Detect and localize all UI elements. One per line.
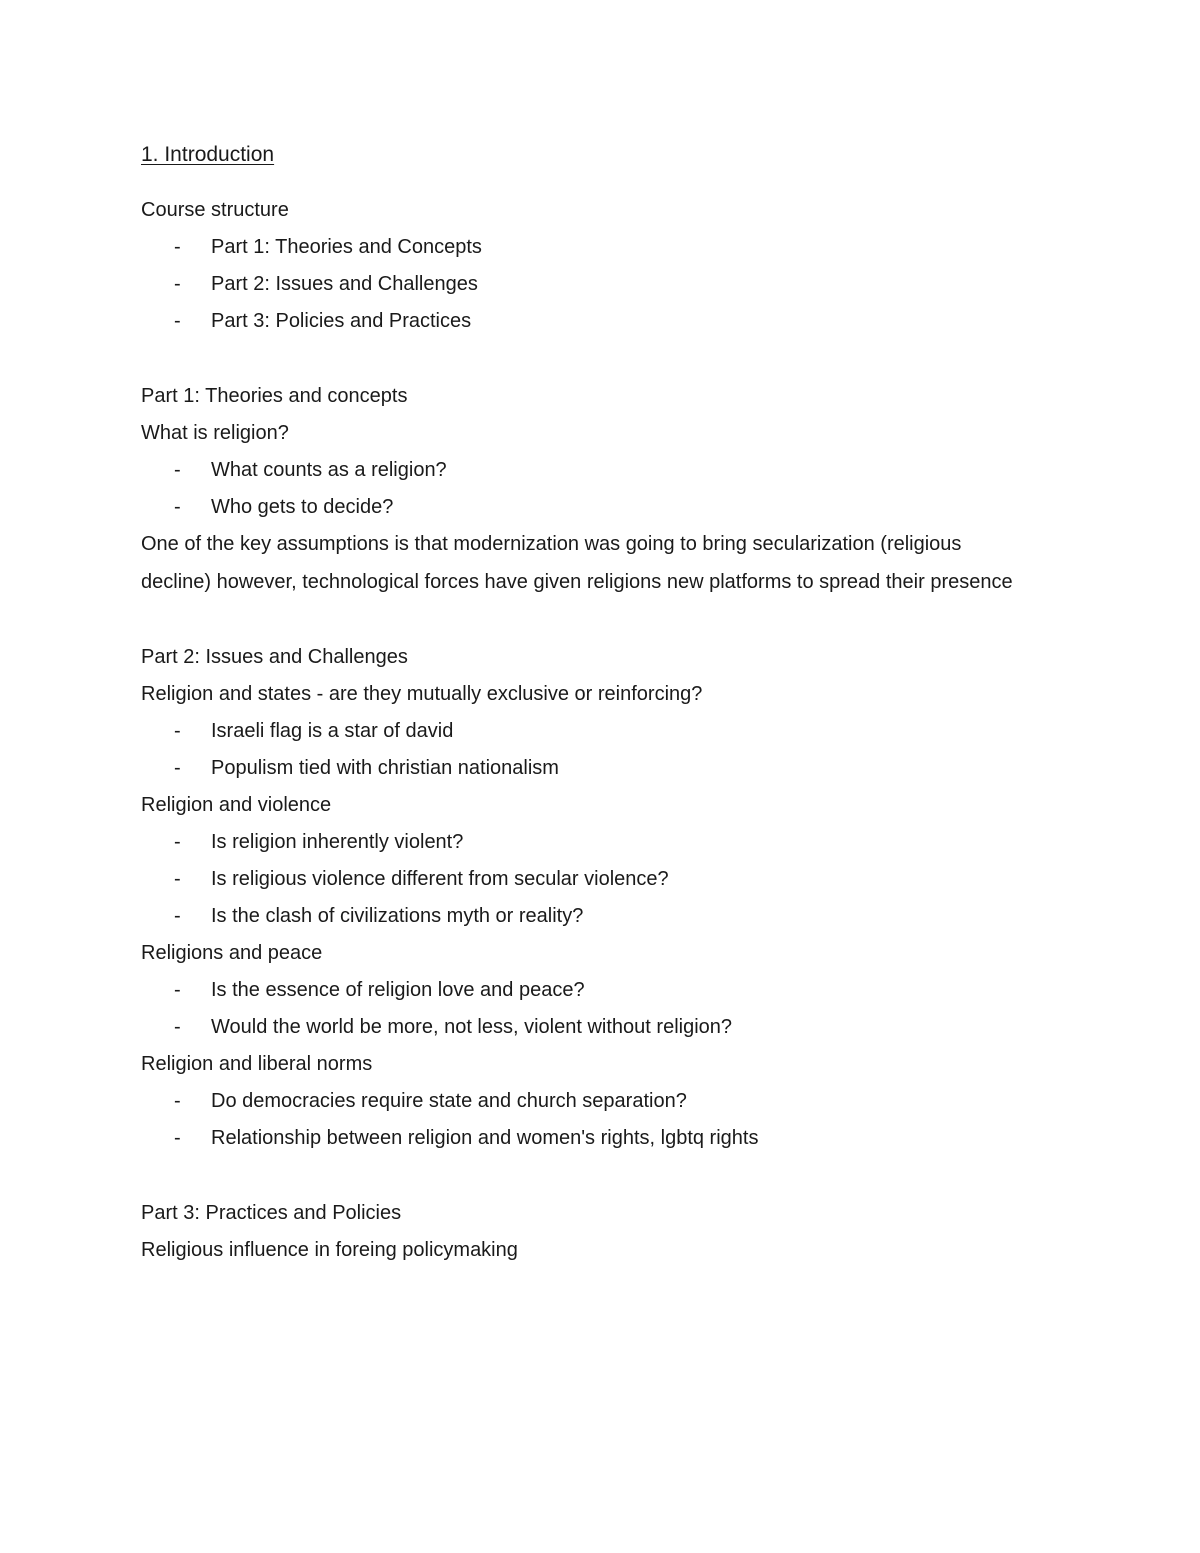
part3-line: Religious influence in foreing policymaking: [141, 1239, 518, 1261]
list-item-text: Part 2: Issues and Challenges: [211, 273, 478, 295]
list-item-text: Do democracies require state and church separation?: [211, 1090, 687, 1112]
list-item-text: Is the clash of civilizations myth or reality?: [211, 905, 584, 927]
document-page: [141, 140, 1041, 1269]
list-item: [141, 452, 1041, 489]
list-item-text: Is religion inherently violent?: [211, 831, 464, 853]
list-item: [141, 898, 1041, 935]
bullet-marker: -: [174, 868, 181, 890]
section-label: Religion and states - are they mutually exclusive or reinforcing?: [141, 683, 703, 705]
list-item: [141, 1083, 1041, 1120]
list-item-text: Populism tied with christian nationalism: [211, 757, 559, 779]
list-item-text: Relationship between religion and women's rights, lgbtq rights: [211, 1127, 759, 1149]
list-item: [141, 303, 1041, 340]
list-item: [141, 972, 1041, 1009]
spacer: [141, 170, 1041, 192]
bullet-marker: -: [174, 1090, 181, 1112]
section-label: Religions and peace: [141, 942, 323, 964]
list-item: [141, 861, 1041, 898]
list-item: [141, 824, 1041, 861]
bullet-marker: -: [174, 310, 181, 332]
list-item: [141, 489, 1041, 526]
part3-heading: Part 3: Practices and Policies: [141, 1202, 402, 1224]
list-item-text: Israeli flag is a star of david: [211, 720, 454, 742]
course-structure-label: Course structure: [141, 199, 289, 221]
part1-question: What is religion?: [141, 422, 289, 444]
list-item-text: Part 3: Policies and Practices: [211, 310, 472, 332]
part1-heading: Part 1: Theories and concepts: [141, 385, 408, 407]
bullet-marker: -: [174, 720, 181, 742]
bullet-marker: -: [174, 905, 181, 927]
bullet-marker: -: [174, 979, 181, 1001]
bullet-marker: -: [174, 1127, 181, 1149]
list-item: [141, 713, 1041, 750]
list-item: [141, 266, 1041, 303]
page-title: 1. Introduction: [141, 143, 275, 166]
list-item: [141, 1120, 1041, 1157]
list-item-text: Would the world be more, not less, violent without religion?: [211, 1016, 733, 1038]
spacer: [141, 601, 1041, 639]
bullet-marker: -: [174, 496, 181, 518]
bullet-marker: -: [174, 273, 181, 295]
spacer: [141, 340, 1041, 378]
list-item-text: Who gets to decide?: [211, 496, 394, 518]
bullet-marker: -: [174, 236, 181, 258]
bullet-marker: -: [174, 1016, 181, 1038]
list-item-text: What counts as a religion?: [211, 459, 447, 481]
list-item: [141, 229, 1041, 266]
list-item: [141, 1009, 1041, 1046]
list-item: [141, 750, 1041, 787]
bullet-marker: -: [174, 459, 181, 481]
spacer: [141, 1157, 1041, 1195]
part1-paragraph: One of the key assumptions is that modernization was going to bring secularization (religious decline) however, technological forces have given religions new platforms to spread their presence: [141, 533, 1013, 593]
bullet-marker: -: [174, 757, 181, 779]
list-item-text: Is the essence of religion love and peace?: [211, 979, 585, 1001]
list-item-text: Is religious violence different from secular violence?: [211, 868, 669, 890]
section-label: Religion and liberal norms: [141, 1053, 373, 1075]
part2-heading: Part 2: Issues and Challenges: [141, 646, 408, 668]
section-label: Religion and violence: [141, 794, 332, 816]
list-item-text: Part 1: Theories and Concepts: [211, 236, 482, 258]
bullet-marker: -: [174, 831, 181, 853]
